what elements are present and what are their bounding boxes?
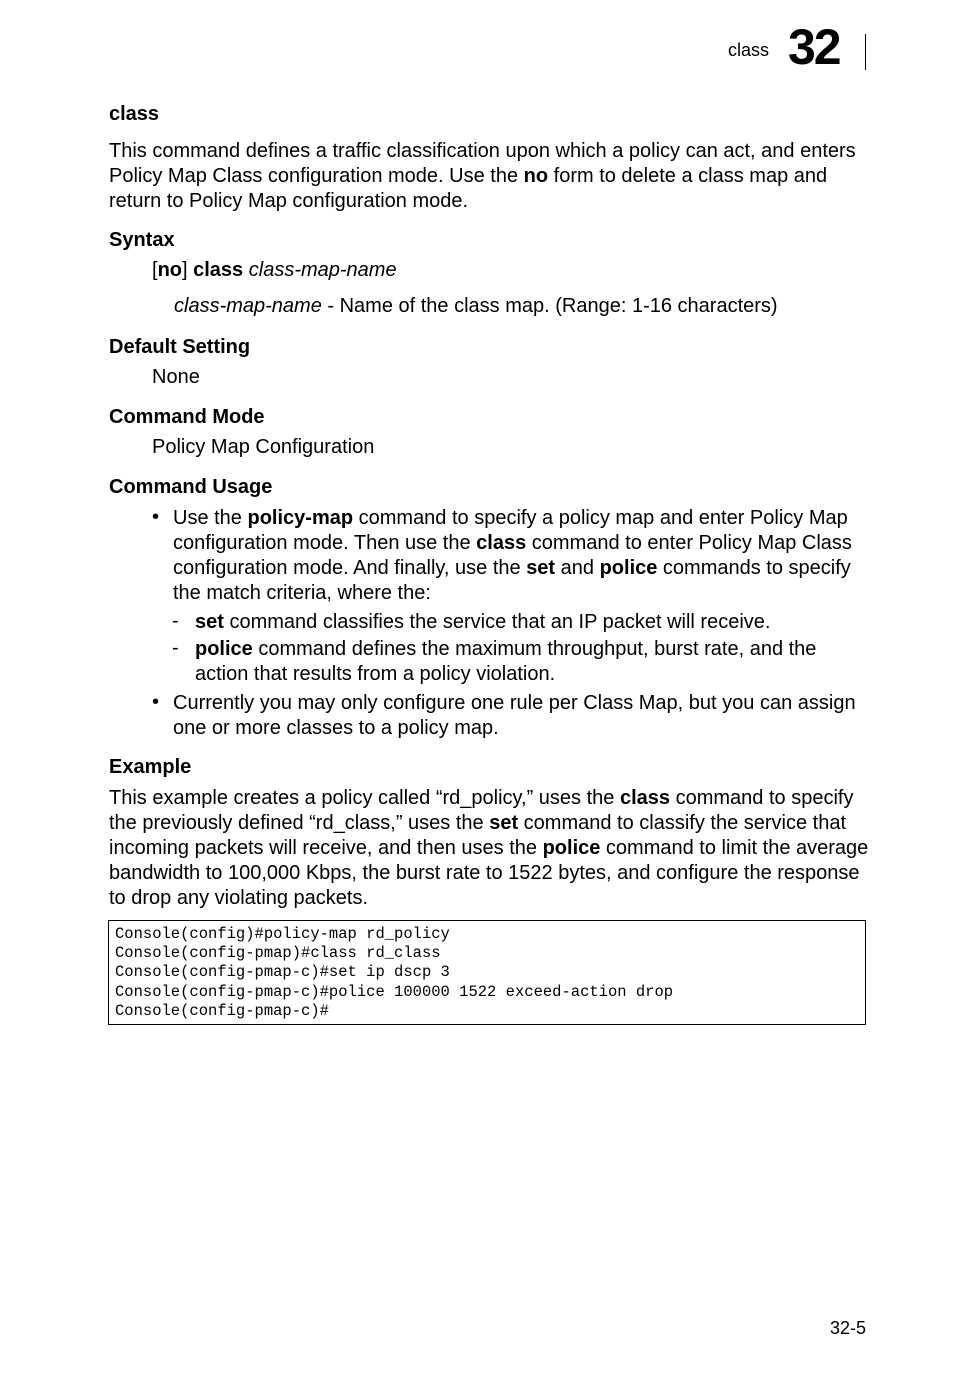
code-line: Console(config)#policy-map rd_policy: [115, 925, 450, 943]
bullet-marker: •: [152, 691, 160, 713]
intro-paragraph: This command defines a traffic classification upon which a policy can act, and enters Policy Map Class configuration mode. Use the no form to delete a class map and return to Policy Map configuration mode.: [109, 140, 856, 212]
command-usage-heading: Command Usage: [109, 476, 273, 498]
page-number: 32-5: [830, 1318, 867, 1338]
example-heading: Example: [109, 756, 192, 778]
usage-dash-police: police command defines the maximum throughput, burst rate, and the action that results from a policy violation.: [195, 638, 817, 685]
code-line: Console(config-pmap-c)#police 100000 1522 exceed-action drop: [115, 982, 674, 1001]
syntax-heading: Syntax: [109, 229, 175, 251]
default-setting-value: None: [152, 366, 200, 388]
command-mode-heading: Command Mode: [109, 406, 265, 428]
chapter-number: 32: [788, 19, 840, 75]
section-title: class: [109, 103, 160, 125]
code-line: Console(config-pmap-c)#: [115, 1001, 329, 1020]
running-header-label: class: [728, 40, 770, 60]
example-paragraph: This example creates a policy called “rd_policy,” uses the class command to specify the previously defined “rd_class,” uses the set command to classify the service that incoming packets will receive, and then uses the police command to limit the average bandwidth to 100,000 Kbps, the burst rate to 1522 bytes, and configure the response to drop any violating packets.: [109, 787, 869, 909]
code-line: Console(config-pmap)#class rd_class: [115, 944, 441, 963]
usage-bullet-2: Currently you may only configure one rule per Class Map, but you can assign one or more classes to a policy map.: [173, 692, 856, 739]
dash-marker: -: [172, 637, 179, 659]
chapter-divider: [865, 34, 866, 70]
code-line: Console(config-pmap-c)#set ip dscp 3: [115, 963, 450, 982]
default-setting-heading: Default Setting: [109, 336, 251, 358]
bullet-marker: •: [152, 506, 160, 528]
code-example-box: [108, 920, 866, 1025]
usage-bullet-1: Use the policy-map command to specify a policy map and enter Policy Map configuration mode. Then use the class command to enter Policy Map Class configuration mode. And finally, use the set and police commands to specify the match criteria, where the:: [173, 507, 852, 604]
syntax-parameter: class-map-name - Name of the class map. (Range: 1-16 characters): [174, 295, 778, 317]
syntax-line: [no] class class-map-name: [152, 259, 397, 281]
command-mode-value: Policy Map Configuration: [152, 436, 375, 458]
dash-marker: -: [172, 610, 179, 632]
usage-dash-set: set command classifies the service that an IP packet will receive.: [195, 611, 771, 633]
